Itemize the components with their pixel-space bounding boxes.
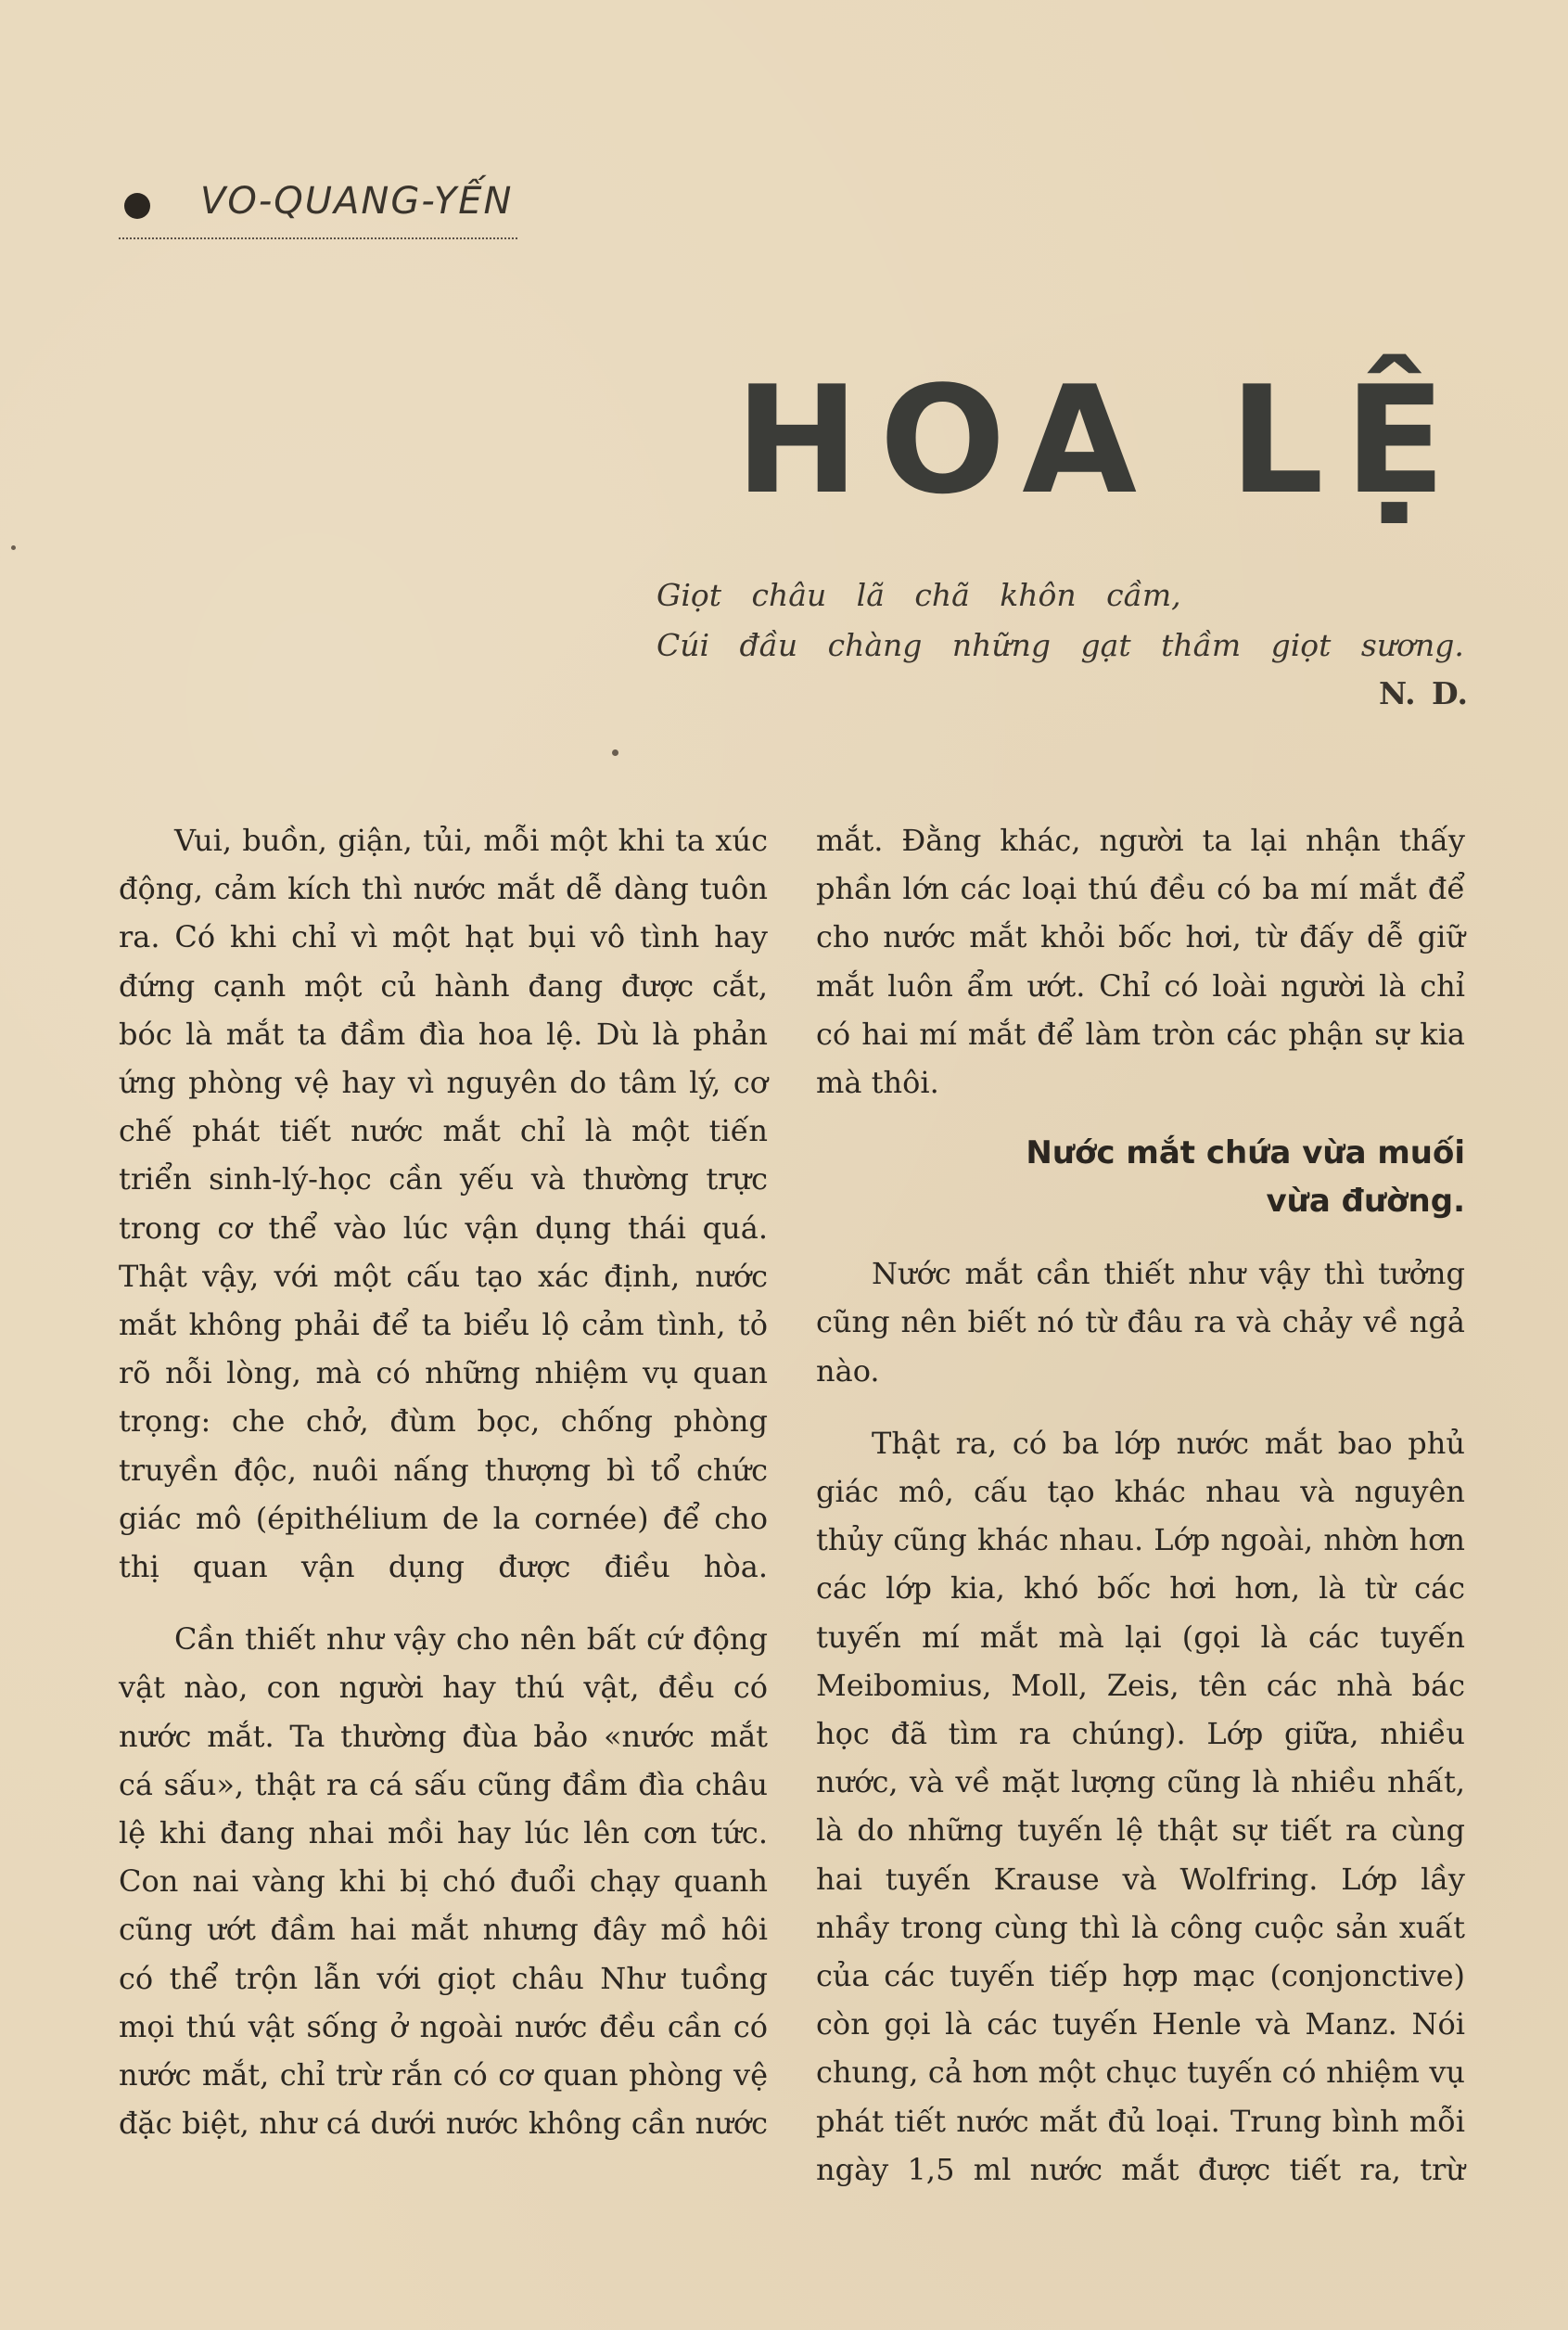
right-paragraph-2: Nước mắt cần thiết như vậy thì tưởng cũng nên biết nó từ đâu ra và chảy về ngả nào. xyxy=(816,1256,1465,1389)
section-subheading xyxy=(816,1129,1465,1225)
left-paragraph-1: Vui, buồn, giận, tủi, mỗi một khi ta xúc động, cảm kích thì nước mắt dễ dàng tuôn ra. Có khi chỉ vì một hạt bụi vô tình hay đứng cạnh một củ hành đang được cắt, bóc là mắt ta đầm đìa hoa lệ. Dù là phản ứng phòng vệ hay vì nguyên do tâm lý, cơ chế phát tiết nước mắt chỉ là một tiến triển sinh-lý-học cần yếu và thường trực trong cơ thể vào lúc vận dụng thái quá. Thật vậy, với một cấu tạo xác định, nước mắt không phải để ta biểu lộ cảm tình, tỏ rõ nỗi lòng, mà có những nhiệm vụ quan trọng: che chở, đùm bọc, chống phòng truyền độc, nuôi nấng thượng bì tổ chức giác mô (épithélium de la cornée) để cho thị quan vận dụng được điều hòa. xyxy=(119,823,768,1585)
subheading-line-1: Nước mắt chứa vừa muối xyxy=(1026,1134,1465,1172)
article-title: HOA LỆ xyxy=(734,353,1466,527)
print-speck xyxy=(612,749,618,756)
epigraph xyxy=(657,570,1468,719)
print-speck xyxy=(11,545,16,550)
paragraph-gap xyxy=(816,1395,1465,1419)
paragraph-gap xyxy=(119,1591,768,1615)
epigraph-line-2: Cúi đầu chàng những gạt thầm giọt sương. xyxy=(657,627,1464,663)
author-name: VO-QUANG-YẾN xyxy=(200,180,514,223)
right-column xyxy=(816,816,1465,2194)
right-paragraph-3: Thật ra, có ba lớp nước mắt bao phủ giác mô, cấu tạo khác nhau và nguyên thủy cũng khác nhau. Lớp ngoài, nhờn hơn các lớp kia, khó bốc hơi hơn, là từ các tuyến mí mắt mà lại (gọi là các tuyến Meibomius, Moll, Zeis, tên các nhà bác học đã tìm ra chúng). Lớp giữa, nhiều nước, và về mặt lượng cũng là nhiều nhất, là do những tuyến lệ thật sự tiết ra cùng hai tuyến Krause và Wolfring. Lớp lầy nhầy trong cùng thì là công cuộc sản xuất của các tuyến tiếp hợp mạc (conjonctive) còn gọi là các tuyến Henle và Manz. Nói chung, cả hơn một chục tuyến có nhiệm vụ phát tiết nước mắt đủ loại. Trung bình mỗi ngày 1,5 ml nước mắt được tiết ra, trừ xyxy=(816,1425,1465,2187)
bullet-icon xyxy=(124,193,150,219)
epigraph-signature: N. D. xyxy=(1379,675,1468,711)
right-paragraph-1: mắt. Đằng khác, người ta lại nhận thấy phần lớn các loại thú đều có ba mí mắt để cho nước mắt khỏi bốc hơi, từ đấy dễ giữ mắt luôn ẩm ướt. Chỉ có loài người là chỉ có hai mí mắt để làm tròn các phận sự kia mà thôi. xyxy=(816,823,1465,1101)
epigraph-line-1: Giọt châu lã chã khôn cầm, xyxy=(657,577,1181,613)
left-paragraph-2: Cần thiết như vậy cho nên bất cứ động vật nào, con người hay thú vật, đều có nước mắt. Ta thường đùa bảo «nước mắt cá sấu», thật ra cá sấu cũng đầm đìa châu lệ khi đang nhai mồi hay lúc lên cơn tức. Con nai vàng khi bị chó đuổi chạy quanh cũng ướt đầm hai mắt nhưng đây mồ hôi có thể trộn lẫn với giọt châu Như tuồng mọi thú vật sống ở ngoài nước đều cần có nước mắt, chỉ trừ rắn có cơ quan phòng vệ đặc biệt, như cá dưới nước không cần nước xyxy=(119,1621,768,2142)
author-byline xyxy=(119,176,517,239)
left-column xyxy=(119,816,768,2147)
subheading-line-2: vừa đường. xyxy=(1266,1183,1465,1221)
